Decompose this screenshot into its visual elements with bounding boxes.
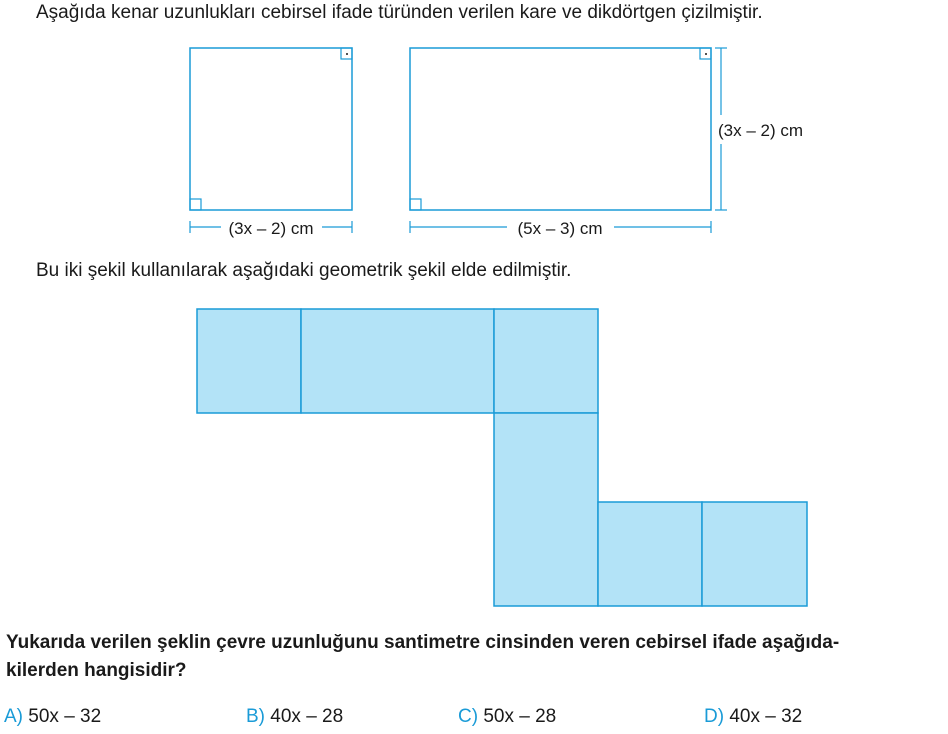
option-d[interactable] xyxy=(704,706,802,728)
composite-square-1 xyxy=(197,309,301,413)
middle-text: Bu iki şekil kullanılarak aşağıdaki geometrik şekil elde edilmiştir. xyxy=(36,260,572,281)
right-angle-mark xyxy=(190,199,201,210)
composite-square-3 xyxy=(598,502,702,606)
composite-square-4 xyxy=(702,502,807,606)
rectangle-figure xyxy=(410,48,803,238)
option-a[interactable] xyxy=(4,706,101,728)
option-a-text: 50x – 32 xyxy=(28,706,102,727)
square-figure xyxy=(190,48,352,238)
composite-square-2 xyxy=(494,309,598,413)
option-b-letter: B) xyxy=(246,706,265,727)
composite-shape xyxy=(197,309,807,606)
composite-rectangle-top xyxy=(301,309,494,413)
option-d-letter: D) xyxy=(704,706,725,727)
square-side-label: (3x – 2) cm xyxy=(228,219,314,238)
rectangle-height-label: (3x – 2) cm xyxy=(718,121,804,140)
option-c[interactable] xyxy=(458,706,556,728)
intro-text: Aşağıda kenar uzunlukları cebirsel ifade türünden verilen kare ve dikdörtgen çizilmiştir. xyxy=(36,2,763,23)
right-angle-mark xyxy=(410,199,421,210)
option-b-text: 40x – 28 xyxy=(270,706,344,727)
option-d-text: 40x – 32 xyxy=(729,706,803,727)
option-a-letter: A) xyxy=(4,706,23,727)
rectangle-width-label: (5x – 3) cm xyxy=(517,219,603,238)
composite-rectangle-vertical xyxy=(494,413,598,606)
question-text-line-1: Yukarıda verilen şeklin çevre uzunluğunu santimetre cinsinden veren cebirsel ifade aşağıda- xyxy=(6,632,840,653)
option-c-text: 50x – 28 xyxy=(483,706,557,727)
question-text-line-2: kilerden hangisidir? xyxy=(6,660,187,681)
option-b[interactable] xyxy=(246,706,343,728)
option-c-letter: C) xyxy=(458,706,479,727)
